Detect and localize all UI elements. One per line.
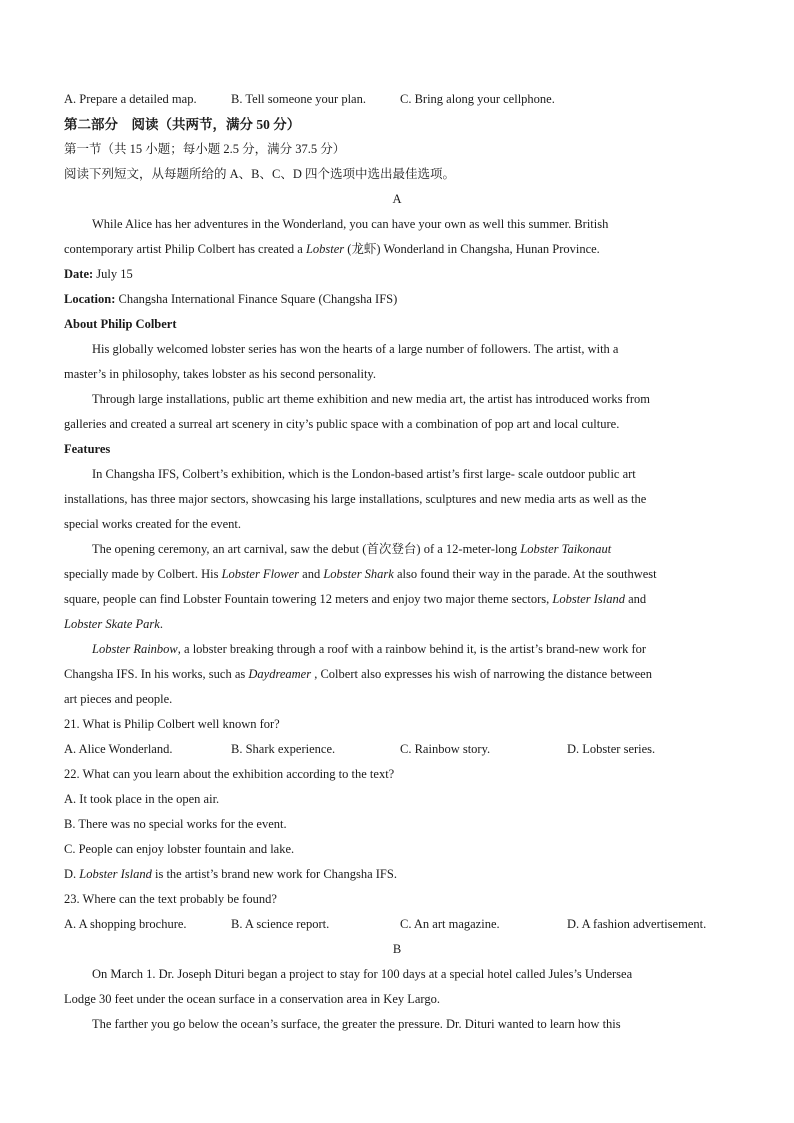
features-line-6 xyxy=(64,587,734,612)
part-title: 第二部分 阅读（共两节，满分 50 分） xyxy=(64,117,301,132)
section-title: 第一节（共 15 小题；每小题 2.5 分，满分 37.5 分） xyxy=(64,142,346,156)
text-run: is the artist’s brand new work for Changsha IFS. xyxy=(151,867,397,881)
text-run: , a lobster breaking through a roof with a rainbow behind it, is the artist’s brand-new work for xyxy=(177,642,647,656)
text-run: . xyxy=(159,617,163,631)
features-line-9 xyxy=(64,662,734,687)
question-21-options xyxy=(64,737,734,762)
italic-title: Daydreamer xyxy=(248,667,312,681)
italic-title: Lobster Island xyxy=(79,867,152,881)
passage-b-line-3: The farther you go below the ocean’s surface, the greater the pressure. Dr. Dituri wanted to learn how this xyxy=(92,1017,621,1031)
location-value: Changsha International Finance Square (Changsha IFS) xyxy=(115,292,398,306)
question-22-option-d xyxy=(64,862,734,887)
option-d: D. Lobster series. xyxy=(567,742,656,756)
question-23-options xyxy=(64,912,734,937)
date-line xyxy=(64,262,734,287)
features-line-10: art pieces and people. xyxy=(64,692,173,706)
passage-b-line-2: Lodge 30 feet under the ocean surface in a conservation area in Key Largo. xyxy=(64,992,440,1006)
question-22-option-a: A. It took place in the open air. xyxy=(64,792,220,806)
question-22-option-c: C. People can enjoy lobster fountain and lake. xyxy=(64,842,295,856)
text-run: and xyxy=(299,567,324,581)
option-c: C. Rainbow story. xyxy=(400,742,491,756)
instruction: 阅读下列短文，从每题所给的 A、B、C、D 四个选项中选出最佳选项。 xyxy=(64,167,455,181)
option-b: B. Tell someone your plan. xyxy=(231,92,366,106)
question-22-stem: 22. What can you learn about the exhibition according to the text? xyxy=(64,767,395,781)
passage-a-intro-line-1: While Alice has her adventures in the Wonderland, you can have your own as well this summer. British xyxy=(92,217,609,231)
italic-title: Lobster Island xyxy=(552,592,625,606)
option-b: B. A science report. xyxy=(231,917,330,931)
location-line xyxy=(64,287,734,312)
features-line-5 xyxy=(64,562,734,587)
text-run: and xyxy=(625,592,647,606)
text-run: square, people can find Lobster Fountain towering 12 meters and enjoy two major theme sectors, xyxy=(64,592,553,606)
option-d: D. A fashion advertisement. xyxy=(567,917,707,931)
about-line-2: master’s in philosophy, takes lobster as his second personality. xyxy=(64,367,376,381)
about-heading: About Philip Colbert xyxy=(64,317,177,331)
prev-question-options xyxy=(64,87,734,112)
question-23-stem: 23. Where can the text probably be found? xyxy=(64,892,277,906)
features-line-7 xyxy=(64,612,734,637)
text-run: (龙虾) Wonderland in Changsha, Hunan Province. xyxy=(344,242,600,256)
option-a: A. Alice Wonderland. xyxy=(64,742,173,756)
text-run: The opening ceremony, an art carnival, saw the debut (首次登台) of a 12-meter-long xyxy=(92,542,521,556)
passage-b-label: B xyxy=(392,942,402,956)
text-run: D. xyxy=(64,867,80,881)
date-value: July 15 xyxy=(93,267,133,281)
italic-title: Lobster Rainbow xyxy=(92,642,178,656)
text-run: , Colbert also expresses his wish of narrowing the distance between xyxy=(311,667,652,681)
italic-title: Lobster Flower xyxy=(221,567,300,581)
option-c: C. An art magazine. xyxy=(400,917,500,931)
text-run: specially made by Colbert. His xyxy=(64,567,222,581)
date-label: Date: xyxy=(64,267,94,281)
italic-title: Lobster Shark xyxy=(323,567,394,581)
location-label: Location: xyxy=(64,292,116,306)
option-a: A. A shopping brochure. xyxy=(64,917,187,931)
option-a: A. Prepare a detailed map. xyxy=(64,92,197,106)
features-line-4 xyxy=(92,537,734,562)
about-line-4: galleries and created a surreal art scenery in city’s public space with a combination of pop art and local culture. xyxy=(64,417,620,431)
question-22-option-b: B. There was no special works for the event. xyxy=(64,817,287,831)
text-run: contemporary artist Philip Colbert has created a xyxy=(64,242,306,256)
question-21-stem: 21. What is Philip Colbert well known for? xyxy=(64,717,280,731)
features-line-2: installations, has three major sectors, showcasing his large installations, sculptures and new media arts as well as the xyxy=(64,492,647,506)
option-b: B. Shark experience. xyxy=(231,742,336,756)
features-line-8 xyxy=(92,637,734,662)
passage-a-intro-line-2 xyxy=(64,237,734,262)
features-line-1: In Changsha IFS, Colbert’s exhibition, which is the London-based artist’s first large- scale outdoor public art xyxy=(92,467,636,481)
text-run: also found their way in the parade. At the southwest xyxy=(393,567,657,581)
option-c: C. Bring along your cellphone. xyxy=(400,92,555,106)
about-line-3: Through large installations, public art theme exhibition and new media art, the artist has introduced works from xyxy=(92,392,650,406)
features-heading: Features xyxy=(64,442,111,456)
italic-title: Lobster Skate Park xyxy=(64,617,160,631)
features-line-3: special works created for the event. xyxy=(64,517,242,531)
text-run: Changsha IFS. In his works, such as xyxy=(64,667,249,681)
italic-title: Lobster xyxy=(305,242,345,256)
passage-a-label: A xyxy=(392,192,402,206)
passage-b-line-1: On March 1. Dr. Joseph Dituri began a project to stay for 100 days at a special hotel called Jules’s Undersea xyxy=(92,967,633,981)
about-line-1: His globally welcomed lobster series has won the hearts of a large number of followers. The artist, with a xyxy=(92,342,619,356)
italic-title: Lobster Taikonaut xyxy=(520,542,612,556)
